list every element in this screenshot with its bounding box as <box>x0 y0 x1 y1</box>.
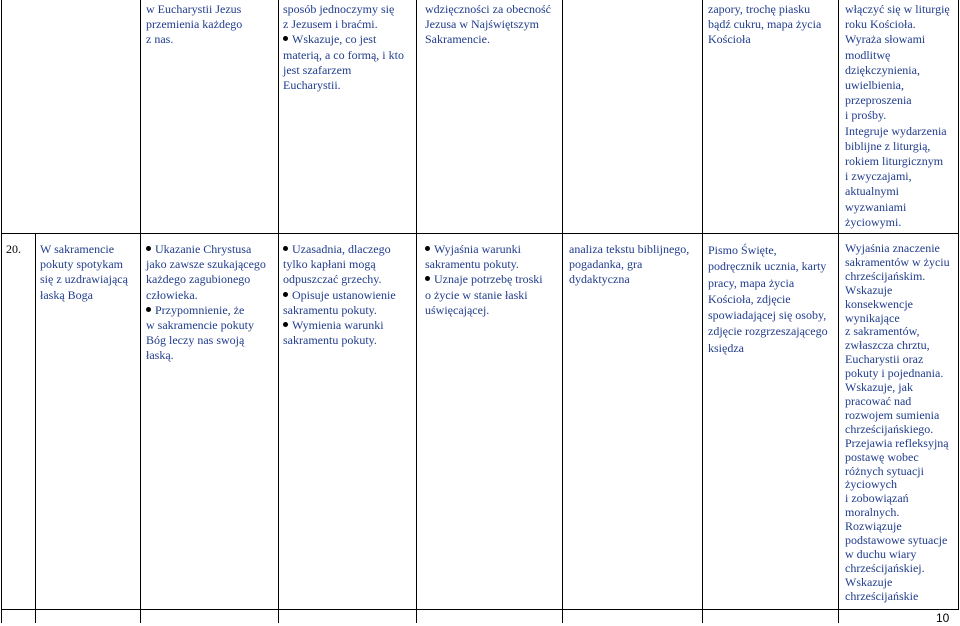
text-line: Wskazuje <box>845 574 893 589</box>
top-col7-cell <box>845 2 957 230</box>
text-line: roku Kościoła. <box>845 17 916 32</box>
top-col1-cell <box>146 2 276 48</box>
text-line: Rozwiązuje <box>845 519 902 534</box>
text-line: podstawowe sytuacje <box>845 533 948 548</box>
top-col5-cell <box>708 2 836 48</box>
text-line: Eucharystii. <box>283 78 341 93</box>
text-line: i zwyczajami, <box>845 169 912 184</box>
bullet-item: Opisuje ustanowienie <box>283 288 415 303</box>
text-line: z nas. <box>146 32 174 47</box>
bullet-item: Wyjaśnia warunki <box>425 242 560 257</box>
bullet-item: Uznaje potrzebę troski <box>425 272 560 287</box>
text-line: Wyraża słowami <box>845 32 926 47</box>
text-line: W sakramencie <box>40 242 115 256</box>
text-line: rozwojem sumienia <box>845 407 940 422</box>
text-line: wynikające <box>845 310 900 325</box>
text-line: podręcznik ucznia, karty <box>708 259 827 274</box>
text-line: Wskazuje <box>845 282 893 297</box>
text-line: Pismo Święte, <box>708 243 777 257</box>
effects-cell <box>845 242 957 604</box>
text-line: rokiem liturgicznym <box>845 154 944 169</box>
bullet-icon <box>283 322 288 327</box>
bullet-item: Przypomnienie, że <box>146 303 276 318</box>
text-line: Przejawia refleksyjną <box>845 435 949 450</box>
text-line: życiowych <box>845 477 897 492</box>
text-line: Kościoła <box>708 32 751 47</box>
bullet-icon <box>425 276 430 281</box>
text-line: łaską. <box>146 348 174 363</box>
text-line: uwielbienia, <box>845 78 904 93</box>
text-line: każdego zagubionego <box>146 272 251 287</box>
text-line: w sakramencie pokuty <box>146 318 254 333</box>
text-line: w Eucharystii Jezus <box>146 2 242 16</box>
top-col3-cell <box>425 2 560 48</box>
bullet-icon <box>146 246 151 251</box>
text-line: uświęcającej. <box>425 302 490 317</box>
text-line: postawę wobec <box>845 449 919 464</box>
text-line: chrześcijańskim. <box>845 268 926 283</box>
extended-cell <box>425 242 560 318</box>
text-line: materią, a co formą, i kto <box>283 47 404 62</box>
text-line: wyzwaniami <box>845 199 907 214</box>
text-line: Sakramencie. <box>425 32 490 47</box>
text-line: księdza <box>708 340 744 355</box>
aids-cell <box>708 242 836 356</box>
methods-cell <box>569 242 700 288</box>
bullet-item: Wymienia warunki <box>283 318 415 333</box>
text-line: chrześcijańskie <box>845 588 919 603</box>
text-line: różnych sytuacji <box>845 463 924 478</box>
text-line: Wskazuje, jak <box>845 380 913 395</box>
text-line: spowiadającej się osoby, <box>708 308 827 323</box>
text-line: życiowymi. <box>845 214 902 229</box>
text-line: dydaktyczna <box>569 272 630 287</box>
text-line: Integruje wydarzenia <box>845 123 947 138</box>
text-line: Eucharystii oraz <box>845 352 924 367</box>
text-line: o życie w stanie łaski <box>425 287 528 302</box>
text-line: człowieka. <box>146 287 198 302</box>
text-line: odpuszczać grzechy. <box>283 272 382 287</box>
text-line: się z uzdrawiającą <box>40 272 128 287</box>
text-line: z sakramentów, <box>845 324 920 339</box>
text-line: Kościoła, zdjęcie <box>708 291 791 306</box>
text-line: sakramentu pokuty. <box>283 302 377 317</box>
text-line: sakramentu pokuty. <box>283 333 377 348</box>
text-line: przemienia każdego <box>146 17 243 32</box>
text-line: łaską Boga <box>40 287 93 302</box>
text-line: wdzięczności za obecność <box>425 2 551 16</box>
content-cell <box>146 242 276 364</box>
text-line: jako zawsze szukającego <box>146 257 266 272</box>
requirements-cell <box>283 242 415 348</box>
page-number: 10 <box>936 611 950 625</box>
text-line: jest szafarzem <box>283 62 352 77</box>
text-line: sposób jednoczymy się <box>283 2 395 16</box>
text-line: moralnych. <box>845 505 900 520</box>
text-line: Bóg leczy nas swoją <box>146 333 245 348</box>
text-line: zapory, trochę piasku <box>708 2 811 16</box>
bullet-icon <box>283 36 288 41</box>
bullet-icon <box>425 246 430 251</box>
text-line: zdjęcie rozgrzeszającego <box>708 324 828 339</box>
text-line: sakramentu pokuty. <box>425 257 519 272</box>
text-line: Wyjaśnia znaczenie <box>845 241 940 255</box>
bullet-icon <box>283 246 288 251</box>
top-col2-cell <box>283 2 415 93</box>
bullet-icon <box>283 292 288 297</box>
bullet-icon <box>146 307 151 312</box>
text-line: przeproszenia <box>845 93 912 108</box>
text-line: i zobowiązań <box>845 491 909 506</box>
bullet-item: Ukazanie Chrystusa <box>146 242 276 257</box>
text-line: w duchu wiary <box>845 546 917 561</box>
text-line: analiza tekstu biblijnego, <box>569 242 690 256</box>
text-line: Jezusa w Najświętszym <box>425 17 539 32</box>
row-number: 20. <box>6 242 21 256</box>
text-line: pogadanka, gra <box>569 257 643 272</box>
text-line: pokuty i pojednania. <box>845 366 944 381</box>
text-line: dziękczynienia, <box>845 62 920 77</box>
text-line: modlitwę <box>845 47 891 62</box>
text-line: tylko kapłani mogą <box>283 257 376 272</box>
text-line: pokuty spotykam <box>40 257 123 272</box>
text-line: bądź cukru, mapa życia <box>708 17 822 32</box>
text-line: zwłaszcza chrztu, <box>845 338 930 353</box>
text-line: chrześcijańskiej. <box>845 560 925 575</box>
text-line: pracować nad <box>845 393 912 408</box>
bullet-item: Uzasadnia, dlaczego <box>283 242 415 257</box>
text-line: biblijne z liturgią, <box>845 138 931 153</box>
text-line: sakramentów w życiu <box>845 254 950 269</box>
text-line: konsekwencje <box>845 296 913 311</box>
text-line: pracy, mapa życia <box>708 275 795 290</box>
text-line: z Jezusem i braćmi. <box>283 17 378 32</box>
bullet-item: Wskazuje, co jest <box>283 32 415 47</box>
text-line: aktualnymi <box>845 184 899 199</box>
text-line: i prośby. <box>845 108 887 123</box>
topic-cell <box>40 242 138 303</box>
text-line: chrześcijańskiego. <box>845 421 934 436</box>
text-line: włączyć się w liturgię <box>845 2 950 16</box>
